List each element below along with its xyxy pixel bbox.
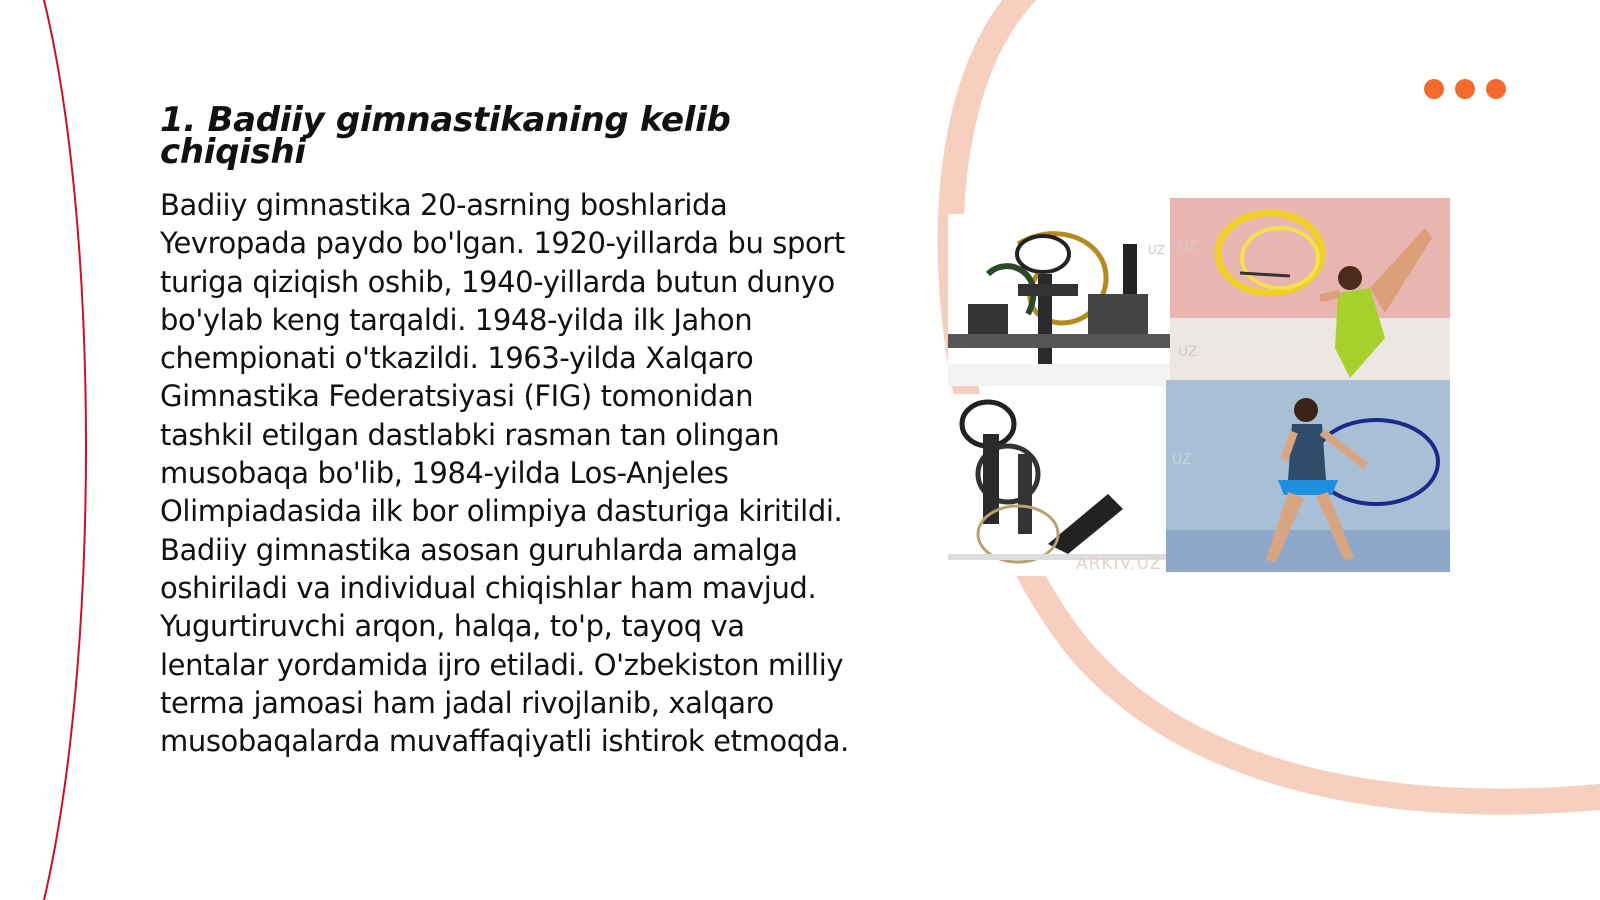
- watermark-text: UZ: [1172, 452, 1192, 468]
- photo-ribbon-group: [948, 214, 1170, 386]
- photo-ribbon-gymnast: [1170, 198, 1450, 380]
- dot: [1424, 79, 1444, 99]
- more-dots-icon: [1424, 79, 1506, 99]
- slide-title: 1. Badiiy gimnastikaning kelib chiqishi: [160, 100, 731, 172]
- watermark-text: UZ: [1178, 238, 1198, 254]
- gymnastics-photo-collage: [948, 198, 1450, 576]
- photo-hoop-gymnast: [1166, 380, 1450, 572]
- watermark-text: UZ: [1148, 243, 1165, 257]
- dot: [1455, 79, 1475, 99]
- photo-hoop-group: [948, 394, 1166, 576]
- watermark-text: UZ: [1178, 344, 1198, 360]
- left-curve-line: [44, 0, 86, 900]
- dot: [1486, 79, 1506, 99]
- watermark-arkiv: ARKIV.UZ: [1076, 554, 1163, 574]
- slide-body-text: Badiiy gimnastika 20-asrning boshlarida Yevropada paydo bo'lgan. 1920-yillarda bu sport turiga qiziqish oshib, 1940-yillarda butun dunyo bo'ylab keng tarqaldi. 1948-yilda ilk Jahon chempionati o'tkazildi. 1963-yilda Xalqaro Gimnastika Federatsiyasi (FIG) tomonidan tashkil etilgan dastlabki rasman tan olingan musobaqa bo'lib, 1984-yilda Los-Anjeles Olimpiadasida ilk bor olimpiya dasturiga kiritildi. Badiiy gimnastika asosan guruhlarda amalga oshiriladi va individual chiqishlar ham mavjud. Yugurtiruvchi arqon, halqa, to'p, tayoq va lentalar yordamida ijro etiladi. O'zbekiston milliy terma jamoasi ham jadal rivojlanib, xalqaro musobaqalarda muvaffaqiyatli ishtirok etmoqda.: [160, 188, 849, 759]
